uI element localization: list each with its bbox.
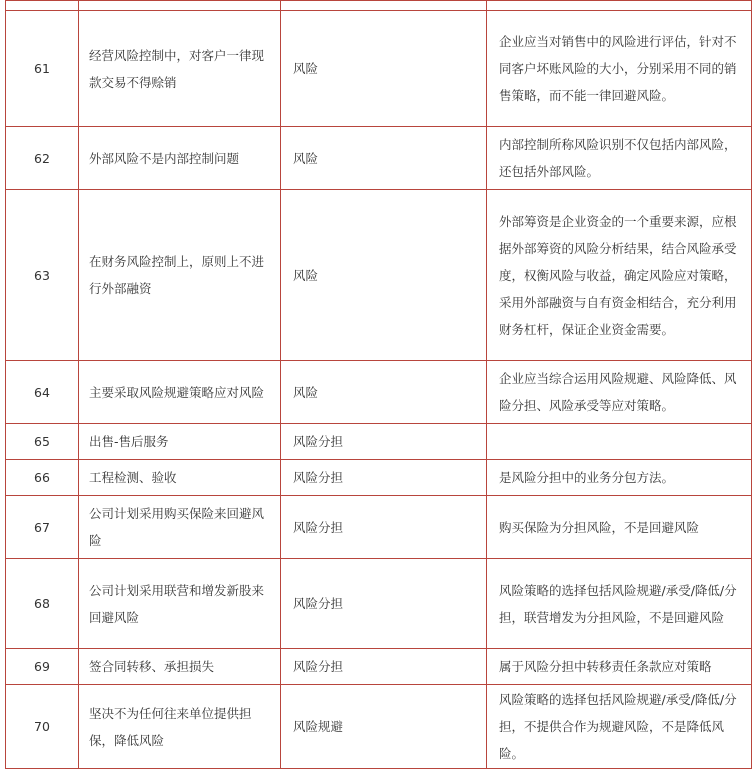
row-item-cell <box>79 11 281 127</box>
row-note: 外部筹资是企业资金的一个重要来源，应根据外部筹资的风险分析结果，结合风险承受度，权衡风险与收益，确定风险应对策略，采用外部融资与自有资金相结合，充分利用财务杠杆，保证企业资金需要。 <box>499 213 737 337</box>
row-number-cell <box>6 460 79 496</box>
table-row <box>6 460 752 496</box>
row-number: 65 <box>34 434 50 449</box>
row-category-cell <box>281 559 487 649</box>
row-note: 属于风险分担中转移责任条款应对策略 <box>499 659 712 674</box>
row-note-cell <box>487 460 752 496</box>
row-category-cell <box>281 496 487 559</box>
row-note-cell <box>487 190 752 361</box>
row-category-cell <box>281 460 487 496</box>
row-category: 风险规避 <box>293 719 344 734</box>
row-item: 外部风险不是内部控制问题 <box>89 150 240 166</box>
row-category-cell <box>281 11 487 127</box>
table-row <box>6 127 752 190</box>
row-number-cell <box>6 361 79 424</box>
row-note: 企业应当对销售中的风险进行评估，针对不同客户坏账风险的大小，分别采用不同的销售策略，而不能一律回避风险。 <box>499 34 737 103</box>
row-item-cell <box>79 649 281 685</box>
table-row <box>6 11 752 127</box>
row-number: 63 <box>34 267 50 283</box>
row-number-cell <box>6 1 79 11</box>
table-row <box>6 1 752 11</box>
row-number-cell <box>6 424 79 460</box>
row-note-cell <box>487 424 752 460</box>
row-number: 68 <box>34 596 50 611</box>
row-item-cell <box>79 361 281 424</box>
row-note: 风险策略的选择包括风险规避/承受/降低/分担，联营增发为分担风险，不是回避风险 <box>499 582 737 625</box>
row-number-cell <box>6 559 79 649</box>
row-note: 内部控制所称风险识别不仅包括内部风险，还包括外部风险。 <box>499 137 737 179</box>
row-note-cell <box>487 496 752 559</box>
row-item-cell <box>79 496 281 559</box>
row-category: 风险分担 <box>293 519 344 535</box>
row-note-cell <box>487 559 752 649</box>
row-item: 出售-售后服务 <box>89 434 169 449</box>
row-note: 购买保险为分担风险，不是回避风险 <box>499 519 700 535</box>
row-number-cell <box>6 685 79 769</box>
row-category-cell <box>281 685 487 769</box>
row-category: 风险 <box>293 384 319 400</box>
row-category: 风险 <box>293 150 319 166</box>
row-category: 风险分担 <box>293 470 344 485</box>
row-note-cell <box>487 11 752 127</box>
row-item: 经营风险控制中，对客户一律现款交易不得赊销 <box>89 47 265 90</box>
row-item: 主要采取风险规避策略应对风险 <box>89 384 265 400</box>
row-item-cell <box>79 460 281 496</box>
row-item-cell <box>79 127 281 190</box>
row-category-cell <box>281 190 487 361</box>
row-note-cell <box>487 127 752 190</box>
row-item-cell <box>79 1 281 11</box>
row-category: 风险 <box>293 267 319 283</box>
row-item: 签合同转移、承担损失 <box>89 659 215 674</box>
table-row <box>6 361 752 424</box>
row-number-cell <box>6 496 79 559</box>
table-row <box>6 496 752 559</box>
table-row <box>6 559 752 649</box>
row-item: 公司计划采用购买保险来回避风险 <box>89 506 265 548</box>
row-number: 66 <box>34 470 50 485</box>
risk-table <box>5 0 752 769</box>
row-category: 风险分担 <box>293 596 344 611</box>
table-row <box>6 649 752 685</box>
row-item-cell <box>79 685 281 769</box>
row-category-cell <box>281 127 487 190</box>
row-note-cell <box>487 1 752 11</box>
row-number: 64 <box>34 384 50 400</box>
row-number-cell <box>6 127 79 190</box>
row-note: 风险策略的选择包括风险规避/承受/降低/分担，不提供合作为规避风险，不是降低风险。 <box>499 692 737 761</box>
table-row <box>6 190 752 361</box>
row-number: 62 <box>34 150 50 166</box>
row-category-cell <box>281 649 487 685</box>
row-category: 风险 <box>293 61 319 76</box>
row-category: 风险分担 <box>293 659 344 674</box>
row-category-cell <box>281 361 487 424</box>
row-note: 企业应当综合运用风险规避、风险降低、风险分担、风险承受等应对策略。 <box>499 371 737 413</box>
row-note-cell <box>487 649 752 685</box>
row-item: 坚决不为任何往来单位提供担保，降低风险 <box>89 705 252 748</box>
row-category: 风险分担 <box>293 434 344 449</box>
row-category-cell <box>281 1 487 11</box>
table-row <box>6 685 752 769</box>
row-note: 是风险分担中的业务分包方法。 <box>499 470 675 485</box>
row-number-cell <box>6 11 79 127</box>
row-note-cell <box>487 361 752 424</box>
row-item-cell <box>79 559 281 649</box>
row-item: 公司计划采用联营和增发新股来回避风险 <box>89 582 265 625</box>
risk-table-body <box>6 1 752 769</box>
row-item-cell <box>79 190 281 361</box>
row-number: 70 <box>34 719 50 734</box>
row-number-cell <box>6 649 79 685</box>
table-row <box>6 424 752 460</box>
row-category-cell <box>281 424 487 460</box>
row-number: 61 <box>34 61 50 76</box>
row-number: 69 <box>34 659 50 674</box>
row-note-cell <box>487 685 752 769</box>
row-number-cell <box>6 190 79 361</box>
row-item: 在财务风险控制上，原则上不进行外部融资 <box>89 254 265 296</box>
row-number: 67 <box>34 519 50 535</box>
row-item: 工程检测、验收 <box>89 470 177 485</box>
row-item-cell <box>79 424 281 460</box>
